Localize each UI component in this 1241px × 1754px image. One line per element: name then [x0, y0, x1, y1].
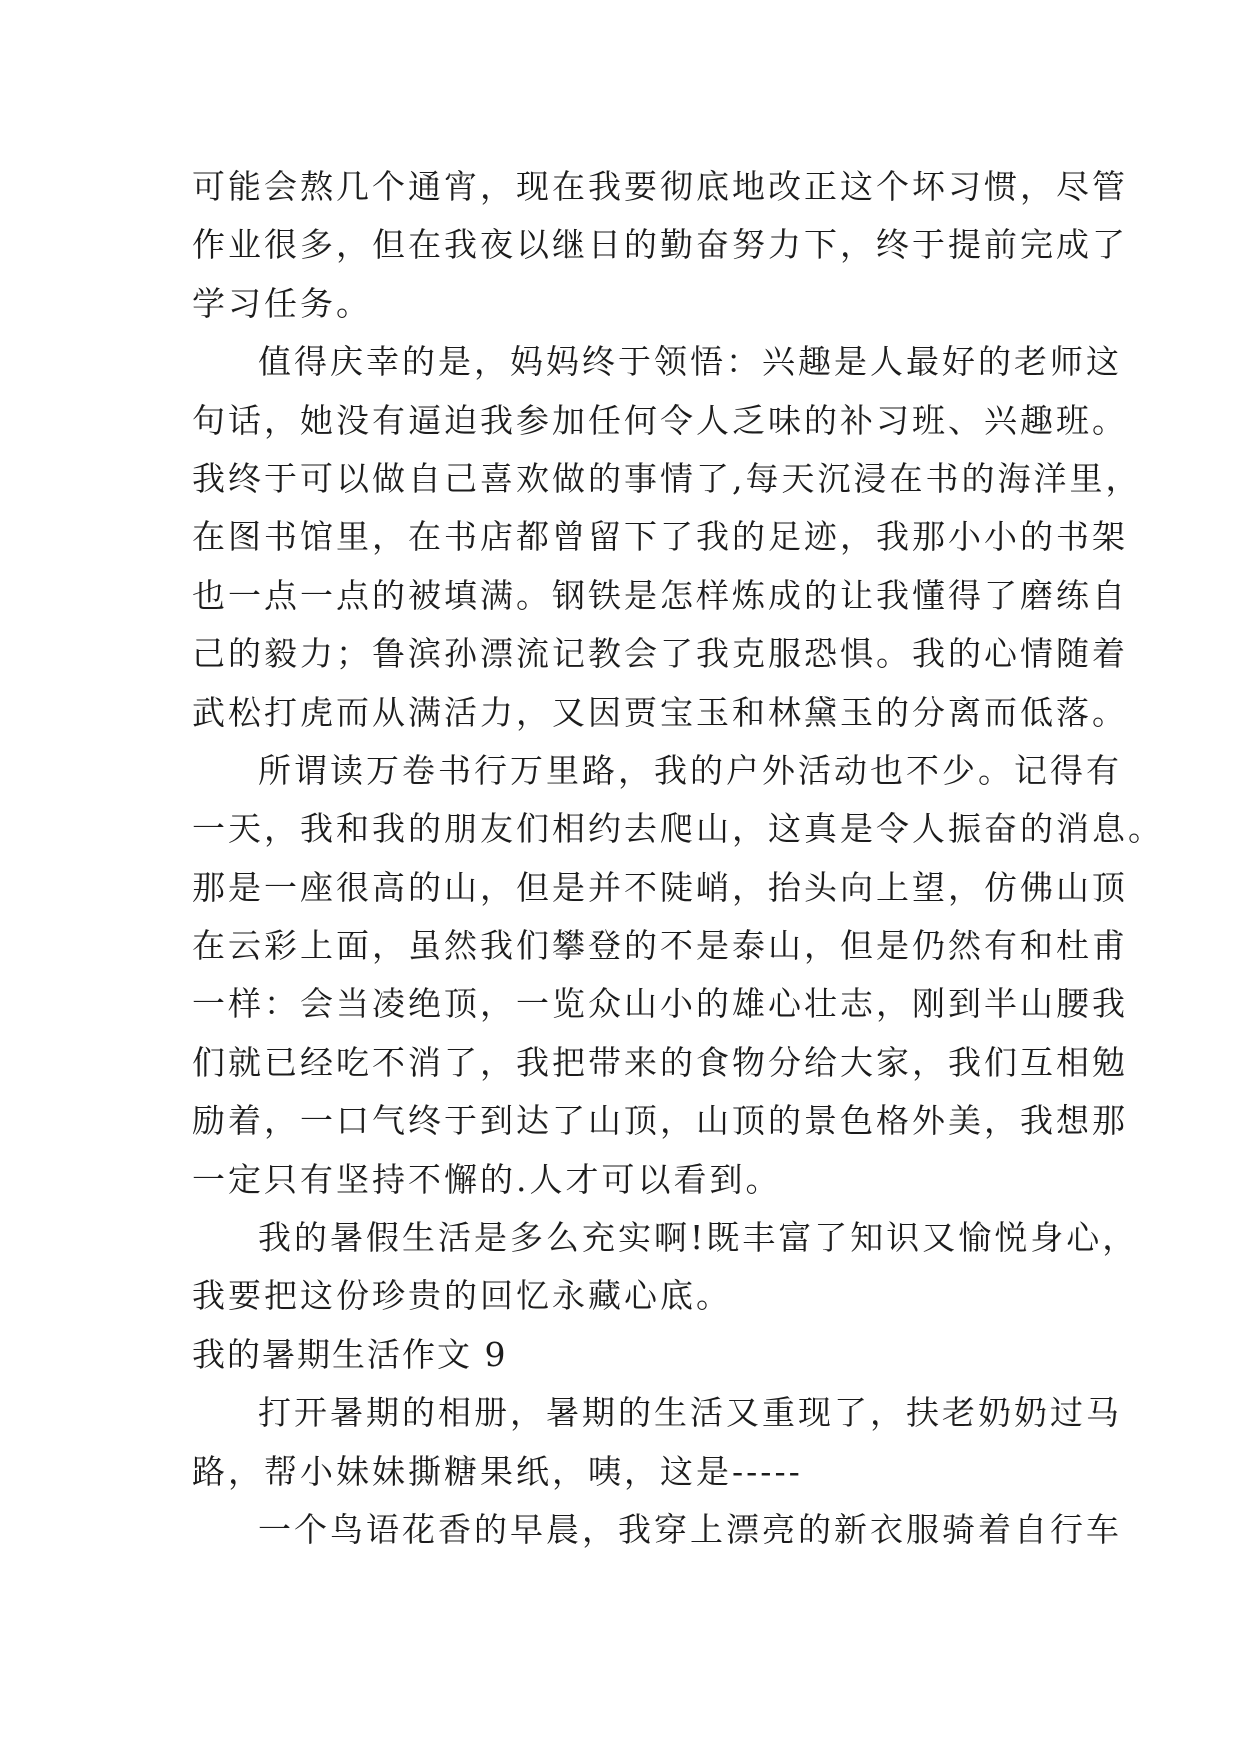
text-line: 一天，我和我的朋友们相约去爬山，这真是令人振奋的消息。 [192, 809, 1164, 849]
paragraph-start-line: 打开暑期的相册，暑期的生活又重现了，扶老奶奶过马 [258, 1393, 1122, 1433]
paragraph-start-line: 一个鸟语花香的早晨，我穿上漂亮的新衣服骑着自行车 [258, 1509, 1122, 1549]
text-line: 也一点一点的被填满。钢铁是怎样炼成的让我懂得了磨练自 [192, 575, 1128, 615]
text-line: 己的毅力；鲁滨孙漂流记教会了我克服恐惧。我的心情随着 [192, 634, 1128, 674]
text-line: 们就已经吃不消了，我把带来的食物分给大家，我们互相勉 [192, 1042, 1128, 1082]
text-line: 句话，她没有逼迫我参加任何令人乏味的补习班、兴趣班。 [192, 400, 1128, 440]
text-line: 在云彩上面，虽然我们攀登的不是泰山，但是仍然有和杜甫 [192, 926, 1128, 966]
paragraph-start-line: 所谓读万卷书行万里路，我的户外活动也不少。记得有 [258, 750, 1122, 790]
paragraph-start-line: 我的暑假生活是多么充实啊!既丰富了知识又愉悦身心， [258, 1218, 1139, 1258]
text-line: 学习任务。 [192, 283, 372, 323]
section-heading: 我的暑期生活作文 9 [192, 1334, 508, 1374]
text-line: 武松打虎而从满活力，又因贾宝玉和林黛玉的分离而低落。 [192, 692, 1128, 732]
text-line: 路，帮小妹妹撕糖果纸，咦，这是----- [192, 1451, 803, 1491]
text-line: 我终于可以做自己喜欢做的事情了,每天沉浸在书的海洋里， [192, 458, 1142, 498]
text-line: 可能会熬几个通宵，现在我要彻底地改正这个坏习惯，尽管 [192, 167, 1128, 206]
text-line: 我要把这份珍贵的回忆永藏心底。 [192, 1276, 732, 1316]
paragraph-start-line: 值得庆幸的是，妈妈终于领悟：兴趣是人最好的老师这 [258, 342, 1122, 382]
text-line: 一定只有坚持不懈的.人才可以看到。 [192, 1159, 782, 1199]
text-line: 作业很多，但在我夜以继日的勤奋努力下，终于提前完成了 [192, 225, 1128, 265]
text-line: 那是一座很高的山，但是并不陡峭，抬头向上望，仿佛山顶 [192, 867, 1128, 907]
text-line: 励着，一口气终于到达了山顶，山顶的景色格外美，我想那 [192, 1101, 1128, 1141]
document-body [192, 158, 1164, 1559]
text-line: 在图书馆里，在书店都曾留下了我的足迹，我那小小的书架 [192, 517, 1128, 557]
text-line: 一样：会当凌绝顶，一览众山小的雄心壮志，刚到半山腰我 [192, 984, 1128, 1024]
